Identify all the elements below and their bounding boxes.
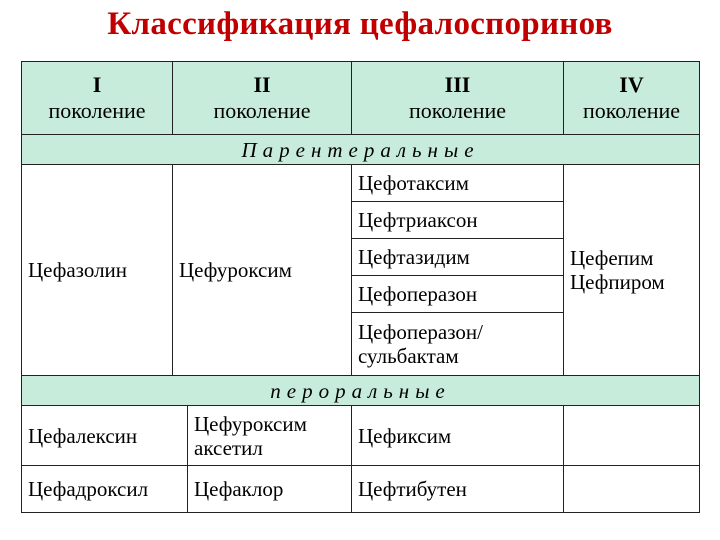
parenteral-band: Парентеральные [21, 134, 700, 165]
parenteral-gen2: Цефуроксим [172, 164, 352, 376]
header-gen2 [172, 61, 352, 135]
parenteral-gen1: Цефазолин [21, 164, 173, 376]
header-gen3 [351, 61, 564, 135]
oral-row1-gen2 [187, 405, 352, 466]
header-gen4 [563, 61, 700, 135]
parenteral-gen3-item-1: Цефотаксим [351, 164, 564, 202]
parenteral-gen4 [563, 164, 700, 376]
cephalosporin-table [21, 61, 700, 513]
oral-row1-gen2-line2: аксетил [194, 435, 263, 460]
oral-row1-gen2-line1: Цефуроксим [194, 411, 307, 436]
oral-row1-gen3: Цефиксим [351, 405, 564, 466]
header-gen4-label: поколение [582, 98, 681, 123]
slide-title: Классификация цефалоспоринов [107, 6, 613, 42]
header-gen2-label: поколение [213, 98, 311, 123]
parenteral-gen3-item-3: Цефтазидим [351, 238, 564, 276]
oral-row2-gen2: Цефаклор [187, 465, 352, 513]
oral-row1-gen4 [563, 405, 700, 466]
parenteral-gen4-line2: Цефпиром [570, 270, 665, 294]
oral-band: пероральные [21, 375, 700, 406]
header-gen1-label: поколение [48, 98, 146, 123]
parenteral-gen3-item-4: Цефоперазон [351, 275, 564, 313]
parenteral-gen4-line1: Цефепим [570, 246, 654, 270]
header-gen1-num: I [92, 72, 102, 97]
header-gen1 [21, 61, 173, 135]
oral-row2-gen1: Цефадроксил [21, 465, 188, 513]
parenteral-gen3-item-5-line2: сульбактам [358, 344, 459, 368]
parenteral-gen3-item-5-line1: Цефоперазон/ [358, 320, 483, 344]
parenteral-gen3-item-2: Цефтриаксон [351, 201, 564, 239]
oral-row2-gen4 [563, 465, 700, 513]
parenteral-gen3-item-5 [351, 312, 564, 376]
header-gen2-num: II [253, 72, 271, 97]
oral-row2-gen3: Цефтибутен [351, 465, 564, 513]
oral-row1-gen1: Цефалексин [21, 405, 188, 466]
header-gen3-label: поколение [408, 98, 507, 123]
header-gen4-num: IV [619, 72, 644, 97]
header-gen3-num: III [444, 72, 471, 97]
